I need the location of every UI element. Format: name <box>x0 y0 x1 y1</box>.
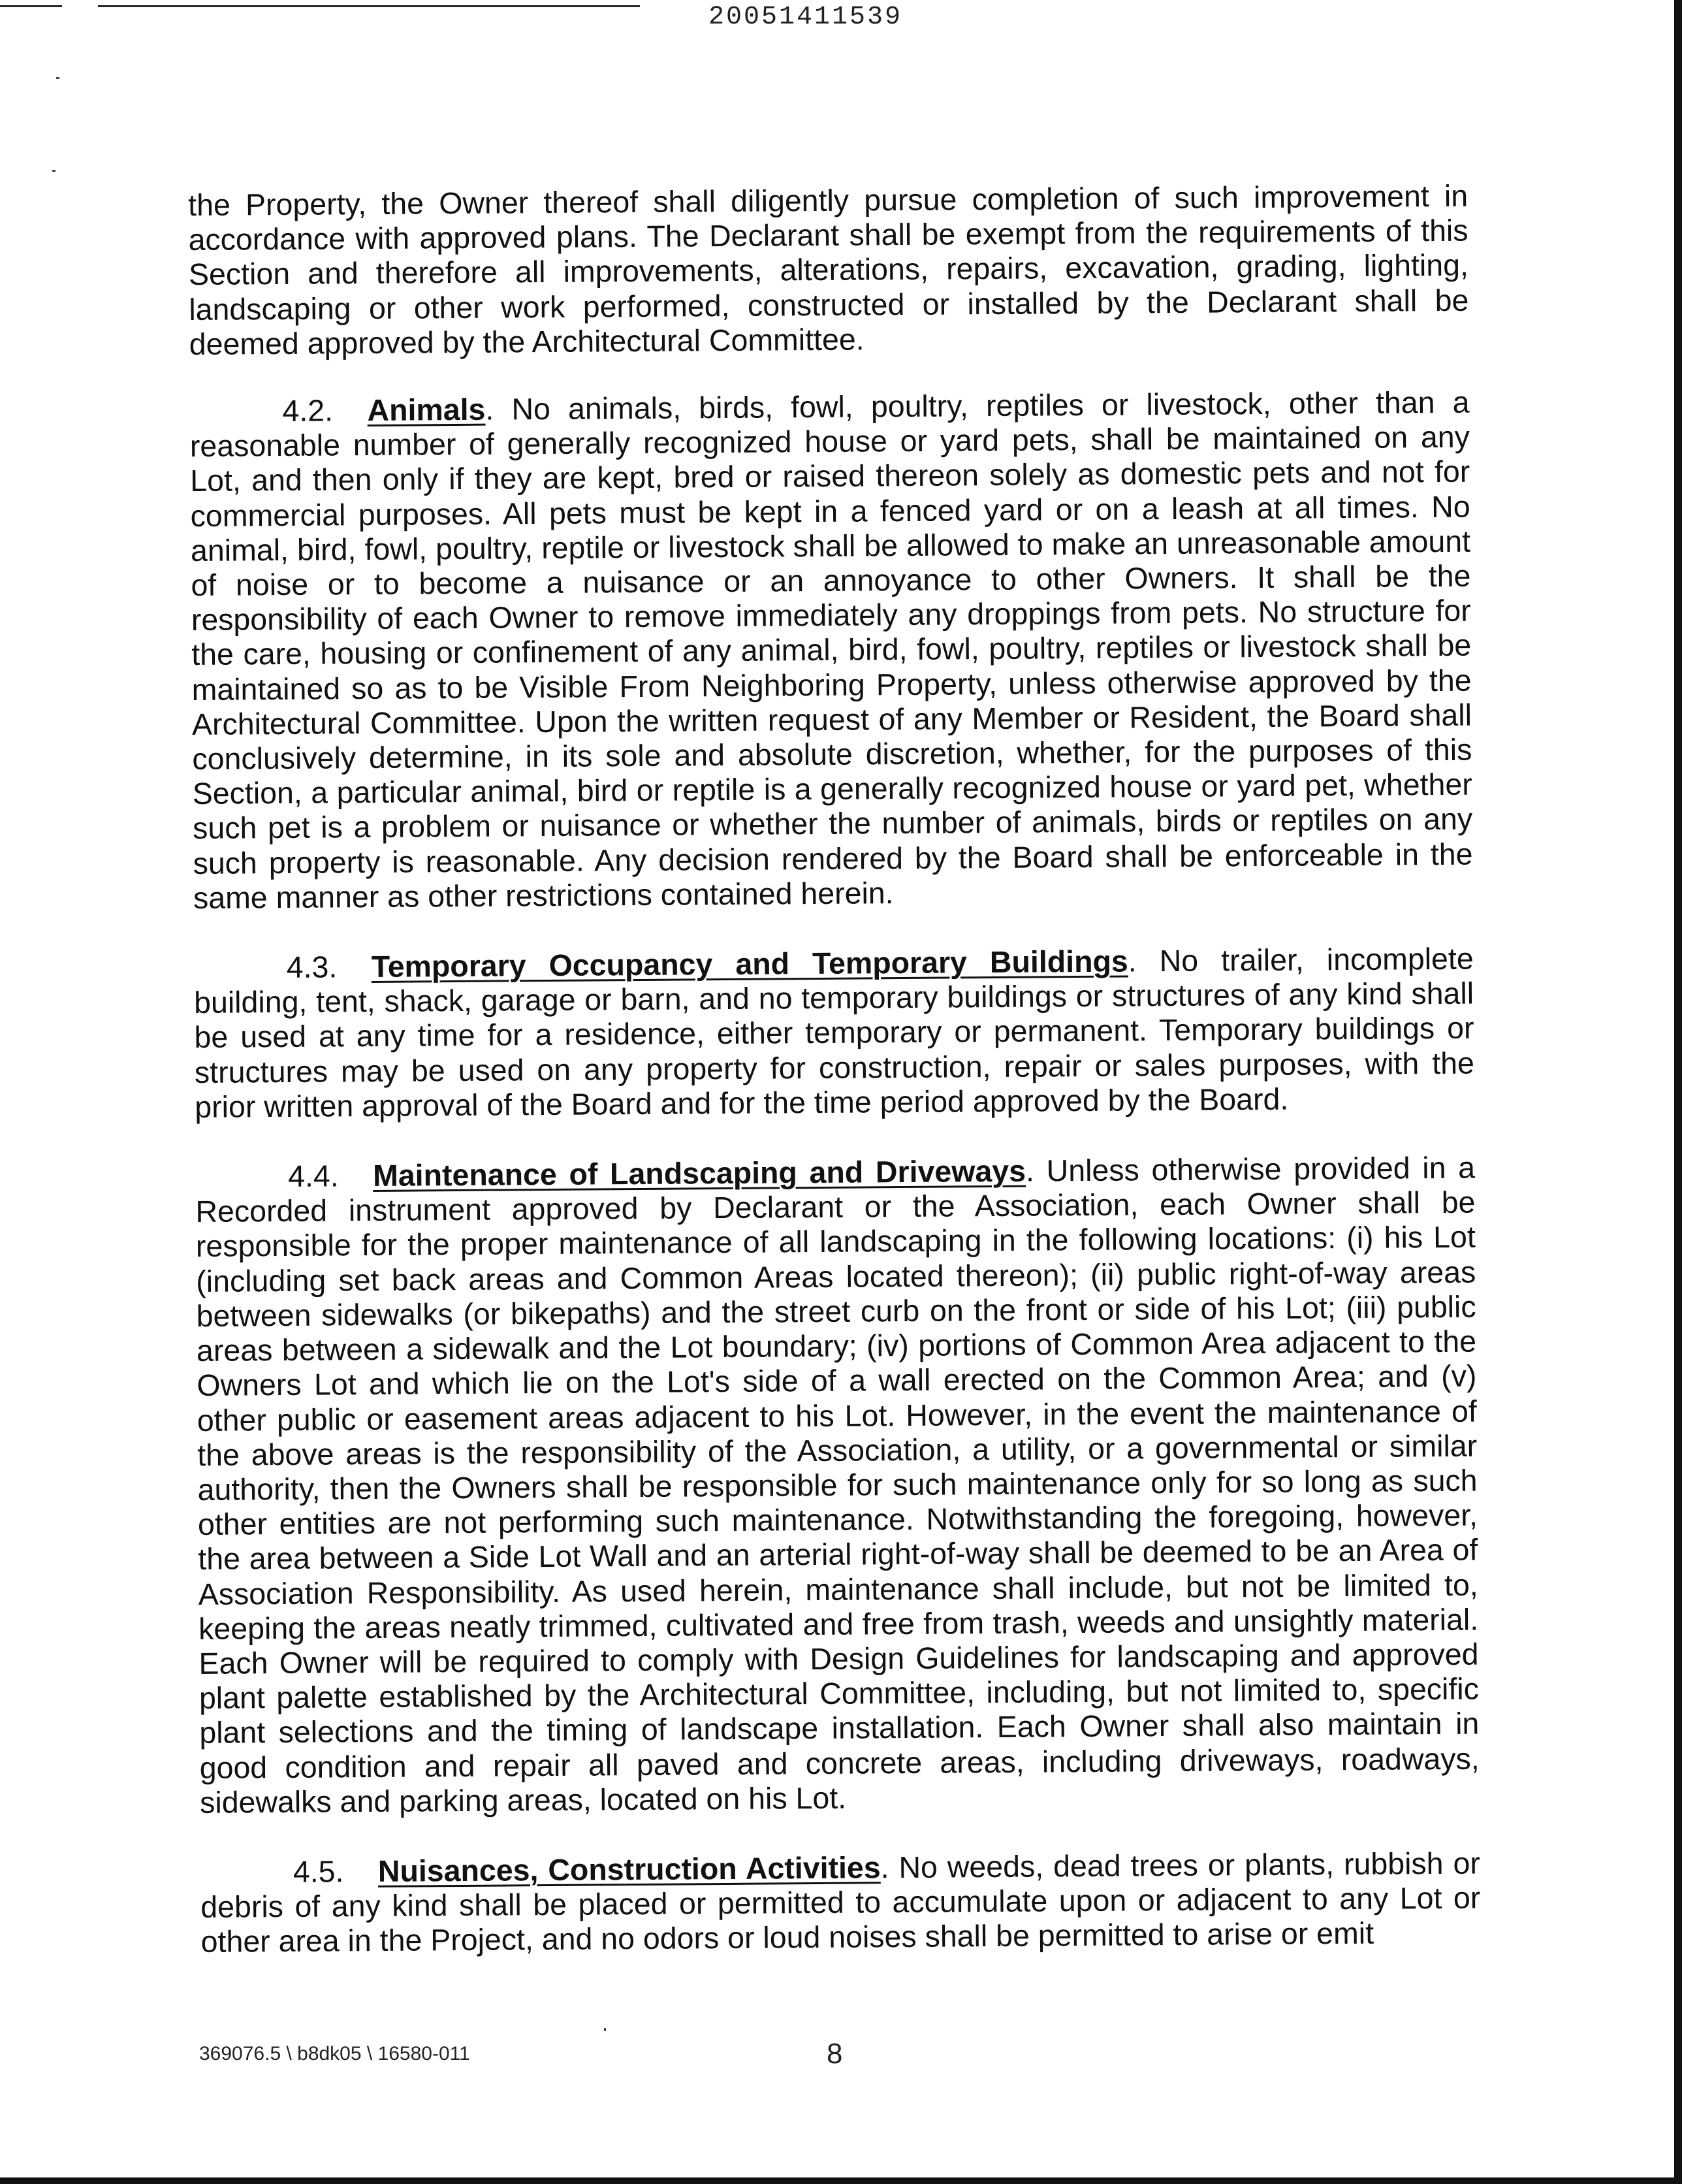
right-border <box>1674 0 1682 2184</box>
section-4-2 <box>189 385 1473 916</box>
document-body <box>188 179 1481 1995</box>
paragraph-continued: the Property, the Owner thereof shall diligently pursue completion of such improvement in accordance with approved plans. The Declarant shall be exempt from the requirements of this Section and therefore all improvements, alterations, repairs, excavation, grading, lighting, landscaping or other work performed, constructed or installed by the Declarant shall be deemed approved by the Architectural Committee. <box>188 178 1469 361</box>
section-text: . No weeds, dead trees or plants, rubbish or debris of any kind shall be placed or permitted to accumulate upon or adjacent to any Lot or other area in the Project, and no odors or loud noises shall be permitted to arise or emit <box>200 1846 1481 1959</box>
section-title: Maintenance of Landscaping and Driveways <box>372 1153 1026 1193</box>
section-title: Temporary Occupancy and Temporary Buildings <box>371 944 1128 984</box>
document-id: 20051411539 <box>708 3 903 32</box>
section-number: 4.4. <box>287 1159 339 1193</box>
section-4-5 <box>200 1846 1481 1960</box>
section-number: 4.3. <box>286 950 338 984</box>
section-text: . No trailer, incomplete building, tent, shack, garage or barn, and no temporary buildings or structures of any kind shall be used at any time for a residence, either temporary or permanent. Temporary buildings or structures may be used on any property for construction, repair or sales purposes, with the prior written approval of the Board and for the time period approved by the Board. <box>193 941 1475 1124</box>
section-number: 4.5. <box>293 1854 344 1889</box>
indent <box>190 421 283 422</box>
bottom-border <box>0 2177 1682 2184</box>
section-text: . Unless otherwise provided in a Recorded instrument approved by Declarant or the Association, each Owner shall be responsible for the proper maintenance of all landscaping in the following locations: (i) his Lot (including set back areas and Common Areas located thereon); (ii) public right-of-way areas between sidewalks (or bikepaths) and the street curb on the front or side of his Lot; (iii) public areas between a sidewalk and the Lot boundary; (iv) portions of Common Area adjacent to the Owners Lot and which lie on the Lot's side of a wall erected on the Common Area; and (v) other public or easement areas adjacent to his Lot. However, in the event the maintenance of the above areas is the responsibility of the Association, a utility, or a governmental or similar authority, then the Owners shall be responsible for such maintenance only for so long as such other entities are not performing such maintenance. Notwithstanding the foregoing, however, the area between a Side Lot Wall and an arterial right-of-way shall be deemed to be an Area of Association Responsibility. As used herein, maintenance shall include, but not be limited to, keeping the areas neatly trimmed, cultivated and free from trash, weeds and unsightly material. Each Owner will be required to comply with Design Guidelines for landscaping and approved plant palette established by the Architectural Committee, including, but not limited to, specific plant selections and the timing of landscape installation. Each Owner shall also maintain in good condition and repair all paved and concrete areas, including driveways, roadways, sidewalks and parking areas, located on his Lot. <box>195 1150 1480 1820</box>
footer-reference: 369076.5 \ b8dk05 \ 16580-011 <box>199 2043 470 2064</box>
page-number: 8 <box>827 2038 843 2070</box>
section-4-3 <box>194 942 1475 1125</box>
section-title: Animals <box>367 392 486 428</box>
scan-speck <box>56 77 59 79</box>
section-number: 4.2. <box>282 393 334 428</box>
scan-speck <box>52 170 56 172</box>
section-4-4 <box>195 1151 1480 1820</box>
scan-speck <box>604 2028 606 2031</box>
indent <box>200 1882 293 1883</box>
top-rule-gap <box>62 5 98 7</box>
section-title: Nuisances, Construction Activities <box>377 1850 881 1888</box>
section-text: . No animals, birds, fowl, poultry, reptiles or livestock, other than a reasonable number of generally recognized house or yard pets, shall be maintained on any Lot, and then only if they are kept, bred or raised thereon solely as domestic pets and not for commercial purposes. All pets must be kept in a fenced yard or on a leash at all times. No animal, bird, fowl, poultry, reptile or livestock shall be allowed to make an unreasonable amount of noise or to become a nuisance or an annoyance to other Owners. It shall be the responsibility of each Owner to remove immediately any droppings from pets. No structure for the care, housing or confinement of any animal, bird, fowl, poultry, reptiles or livestock shall be maintained so as to be Visible From Neighboring Property, unless otherwise approved by the Architectural Committee. Upon the written request of any Member or Resident, the Board shall conclusively determine, in its sole and absolute discretion, whether, for the purposes of this Section, a particular animal, bird or reptile is a generally recognized house or yard pet, whether such pet is a problem or nuisance or whether the number of animals, birds or reptiles on any such property is reasonable. Any decision rendered by the Board shall be enforceable in the same manner as other restrictions contained herein. <box>189 385 1473 915</box>
